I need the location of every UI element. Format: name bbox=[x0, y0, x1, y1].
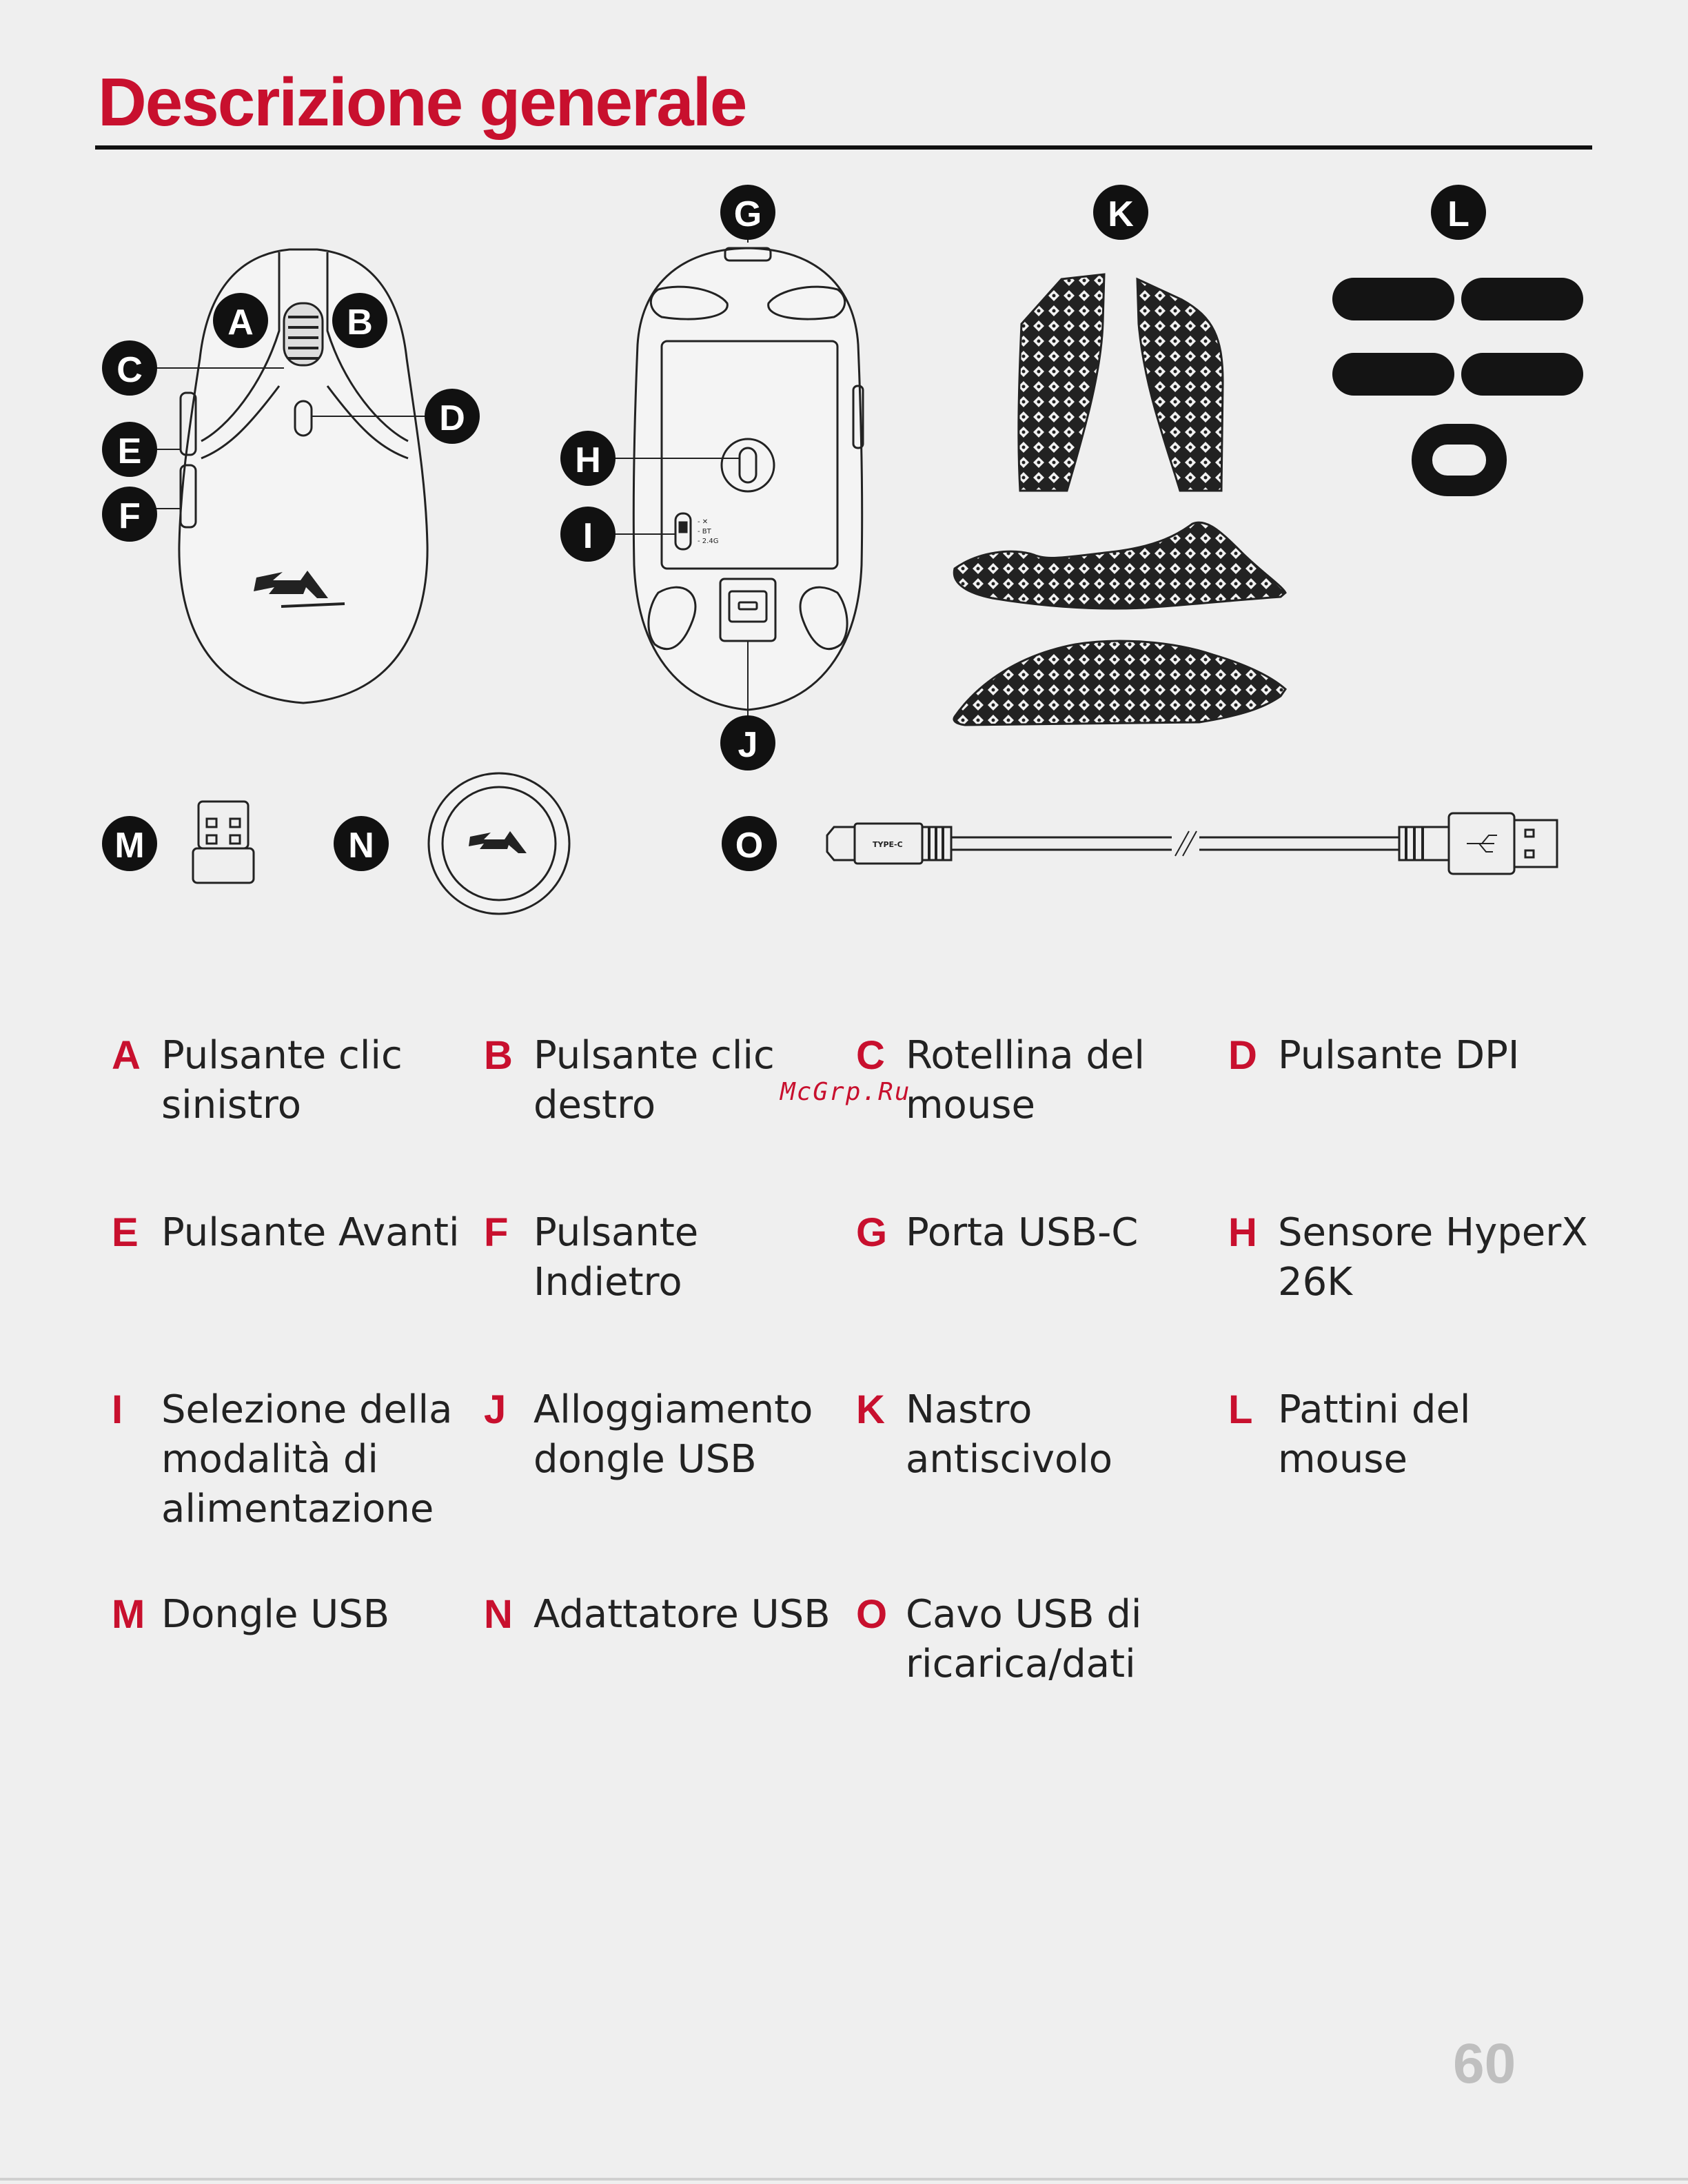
callout-b bbox=[332, 293, 387, 348]
legend-letter: O bbox=[856, 1592, 888, 1637]
svg-text:F: F bbox=[119, 496, 141, 536]
svg-text:M: M bbox=[114, 826, 145, 866]
legend-letter: F bbox=[484, 1210, 509, 1255]
legend-letter: A bbox=[112, 1033, 141, 1078]
legend-text: Adattatore USB bbox=[533, 1592, 831, 1637]
usb-dongle bbox=[193, 802, 254, 883]
callout-g bbox=[720, 185, 775, 240]
power-mode-mark-24g: - 2.4G bbox=[698, 538, 719, 545]
svg-text:B: B bbox=[347, 303, 373, 343]
mouse-bottom-view bbox=[613, 227, 863, 717]
page-number: 60 bbox=[1453, 2032, 1516, 2095]
svg-text:D: D bbox=[439, 398, 465, 438]
legend-letter: L bbox=[1228, 1387, 1253, 1432]
power-mode-mark-off: - ✕ bbox=[698, 518, 709, 526]
legend-letter: K bbox=[856, 1387, 885, 1432]
legend-letter: D bbox=[1228, 1033, 1257, 1078]
callout-n bbox=[334, 816, 389, 871]
svg-text:J: J bbox=[738, 725, 758, 765]
legend-text: Pattini del mouse bbox=[1278, 1387, 1471, 1482]
legend-letter: J bbox=[484, 1387, 507, 1432]
legend-letter: I bbox=[112, 1387, 123, 1432]
callout-j bbox=[720, 715, 775, 770]
svg-text:C: C bbox=[116, 350, 143, 390]
product-diagram bbox=[0, 172, 1688, 930]
svg-text:O: O bbox=[735, 826, 764, 866]
legend-text: Selezione della modalità di alimentazione bbox=[161, 1387, 453, 1531]
svg-text:I: I bbox=[582, 516, 593, 556]
legend-text: Dongle USB bbox=[161, 1592, 390, 1637]
svg-text:L: L bbox=[1447, 194, 1470, 234]
legend-text: Pulsante Avanti bbox=[161, 1210, 460, 1255]
watermark: McGrp.Ru bbox=[780, 1078, 911, 1106]
usb-adapter bbox=[429, 773, 569, 914]
callout-a bbox=[213, 293, 268, 348]
callout-d bbox=[425, 389, 480, 444]
grip-tape-set bbox=[954, 274, 1285, 725]
cable-type-c-label: TYPE-C bbox=[873, 840, 903, 849]
usb-cable bbox=[827, 813, 1557, 874]
title-divider bbox=[95, 145, 1592, 150]
legend-text: Pulsante DPI bbox=[1278, 1033, 1520, 1078]
legend-text: Alloggiamento dongle USB bbox=[533, 1387, 813, 1482]
bottom-divider bbox=[0, 2178, 1688, 2181]
legend-letter: H bbox=[1228, 1210, 1257, 1255]
callout-o bbox=[722, 816, 777, 871]
legend-letter: C bbox=[856, 1033, 885, 1078]
legend-text: Cavo USB di ricarica/dati bbox=[906, 1592, 1142, 1686]
legend-text: Sensore HyperX 26K bbox=[1278, 1210, 1588, 1305]
legend-letter: E bbox=[112, 1210, 139, 1255]
svg-text:K: K bbox=[1108, 194, 1134, 234]
callout-k bbox=[1093, 185, 1148, 240]
svg-text:A: A bbox=[227, 303, 254, 343]
svg-text:H: H bbox=[575, 440, 601, 480]
legend-letter: N bbox=[484, 1592, 513, 1637]
legend-letter: G bbox=[856, 1210, 888, 1255]
mouse-skates bbox=[1332, 278, 1583, 496]
legend-text: Pulsante clic destro bbox=[533, 1033, 775, 1127]
legend-text: Pulsante clic sinistro bbox=[161, 1033, 403, 1127]
callout-l bbox=[1431, 185, 1486, 240]
page-title: Descrizione generale bbox=[98, 64, 746, 140]
callout-e bbox=[102, 422, 157, 477]
legend-letter: B bbox=[484, 1033, 513, 1078]
legend-text: Porta USB-C bbox=[906, 1210, 1139, 1255]
legend-letter: M bbox=[112, 1592, 145, 1637]
svg-text:G: G bbox=[733, 194, 762, 234]
callout-m bbox=[102, 816, 157, 871]
callout-f bbox=[102, 487, 157, 542]
legend-text: Pulsante Indietro bbox=[533, 1210, 699, 1305]
callout-i bbox=[560, 507, 616, 562]
legend-text: Rotellina del mouse bbox=[906, 1033, 1145, 1127]
svg-text:N: N bbox=[348, 826, 374, 866]
legend-text: Nastro antiscivolo bbox=[906, 1387, 1113, 1482]
svg-text:E: E bbox=[117, 431, 142, 471]
callout-c bbox=[102, 340, 157, 396]
callout-h bbox=[560, 431, 616, 486]
power-mode-mark-bt: - BT bbox=[698, 528, 711, 535]
